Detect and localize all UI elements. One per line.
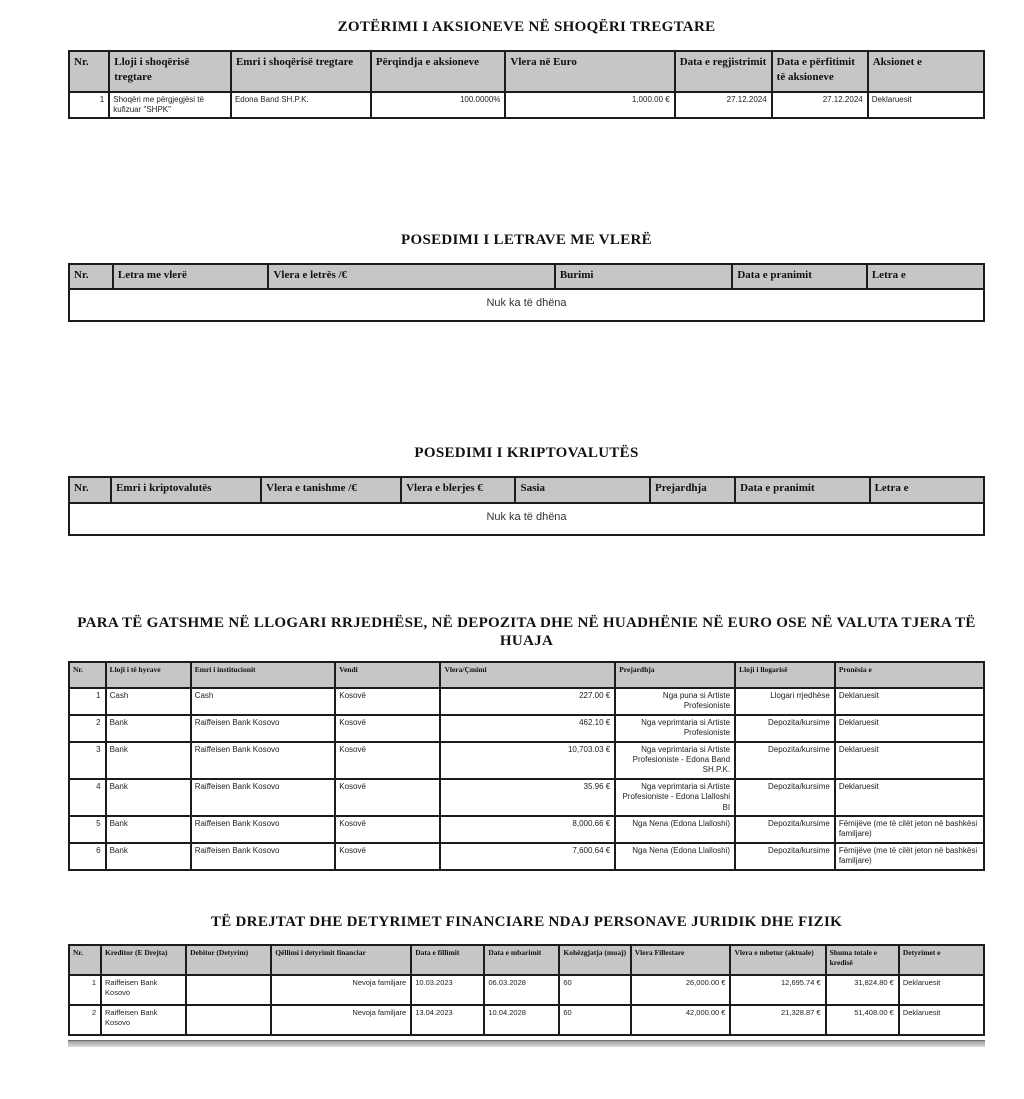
column-header: Nr. [69, 51, 109, 92]
table-cell: 26,000.00 € [631, 975, 731, 1005]
table-cell: Raiffeisen Bank Kosovo [101, 1005, 186, 1035]
table-cell: Shoqëri me përgjegjësi të kufizuar "SHPK" [109, 92, 231, 119]
table-cell [186, 975, 271, 1005]
table-cell: Deklaruesit [899, 1005, 984, 1035]
table-cell: Nga veprimtaria si Artiste Profesioniste - Edona Band SH.P.K. [615, 742, 735, 779]
table-cell: 06.03.2028 [484, 975, 559, 1005]
table-cell: Llogari rrjedhëse [735, 688, 835, 715]
column-header: Nr. [69, 264, 113, 289]
section-title-share-ownership: ZOTËRIMI I AKSIONEVE NË SHOQËRI TREGTARE [337, 19, 716, 35]
column-header: Detyrimet e [899, 945, 984, 975]
table-cell: Nga veprimtaria si Artiste Profesioniste - Edona Llalloshi BI [615, 779, 735, 816]
section-title-securities: POSEDIMI I LETRAVE ME VLERË [401, 232, 652, 249]
column-header: Data e regjistrimit [675, 51, 772, 92]
table-row [69, 688, 984, 715]
table-cell: 462.10 € [440, 715, 615, 742]
table-cell: 2 [69, 1005, 101, 1035]
column-header: Emri i institucionit [191, 662, 336, 688]
table-row [69, 715, 984, 742]
table-cell: Depozita/kursime [735, 843, 835, 870]
table-cell: Kosovë [335, 715, 440, 742]
table-cell: 31,824.80 € [826, 975, 899, 1005]
column-header: Letra e [867, 264, 984, 289]
column-header: Burimi [555, 264, 733, 289]
table-cell: Nga puna si Artiste Profesioniste [615, 688, 735, 715]
share-ownership-table [68, 50, 985, 120]
column-header: Nr. [69, 945, 101, 975]
section-title-financial-obligations: TË DREJTAT DHE DETYRIMET FINANCIARE NDAJ PERSONAVE JURIDIK DHE FIZIK [210, 913, 843, 930]
column-header: Qëllimi i detyrimit financiar [271, 945, 411, 975]
section-financial-obligations [68, 913, 985, 1037]
table-cell: 10.04.2028 [484, 1005, 559, 1035]
table-cell: Deklaruesit [835, 779, 984, 816]
table-cell: Bank [106, 816, 191, 843]
table-cell: Raiffeisen Bank Kosovo [191, 843, 336, 870]
table-cell: Raiffeisen Bank Kosovo [191, 742, 336, 779]
table-cell: Raiffeisen Bank Kosovo [101, 975, 186, 1005]
table-cell: Depozita/kursime [735, 742, 835, 779]
column-header: Data e fillimit [411, 945, 484, 975]
table-row [69, 843, 984, 870]
table-cell: Fëmijëve (me të cilët jeton në bashkësi familjare) [835, 843, 984, 870]
section-share-ownership [68, 18, 985, 119]
table-cell: 1 [69, 92, 109, 119]
column-header: Lloji i llogarisë [735, 662, 835, 688]
table-cell: 1 [69, 688, 106, 715]
table-cell: 4 [69, 779, 106, 816]
table-cell: Raiffeisen Bank Kosovo [191, 715, 336, 742]
table-cell: 60 [559, 975, 630, 1005]
table-cell: Kosovë [335, 816, 440, 843]
table-cell: 10.03.2023 [411, 975, 484, 1005]
table-cell: Depozita/kursime [735, 779, 835, 816]
table-cell: 60 [559, 1005, 630, 1035]
table-cell: Deklaruesit [835, 715, 984, 742]
column-header: Letra e [870, 477, 984, 502]
column-header: Vendi [335, 662, 440, 688]
empty-row [69, 503, 984, 535]
table-row [69, 816, 984, 843]
column-header: Aksionet e [868, 51, 984, 92]
table-cell: 13.04.2023 [411, 1005, 484, 1035]
crypto-table [68, 476, 985, 535]
column-header: Prejardhja [615, 662, 735, 688]
table-cell: 1,000.00 € [505, 92, 674, 119]
table-cell: 7,600.64 € [440, 843, 615, 870]
empty-placeholder: Nuk ka të dhëna [69, 503, 984, 535]
table-cell: Cash [191, 688, 336, 715]
empty-row [69, 289, 984, 321]
column-header: Vlera/Çmimi [440, 662, 615, 688]
table-cell: 27.12.2024 [675, 92, 772, 119]
table-cell: 5 [69, 816, 106, 843]
column-header: Debitor (Detyrim) [186, 945, 271, 975]
table-row [69, 1005, 984, 1035]
table-cell: Raiffeisen Bank Kosovo [191, 816, 336, 843]
table-cell: 3 [69, 742, 106, 779]
table-cell: 12,695.74 € [730, 975, 825, 1005]
table-cell: Depozita/kursime [735, 816, 835, 843]
table-cell: Raiffeisen Bank Kosovo [191, 779, 336, 816]
table-cell: Fëmijëve (me të cilët jeton në bashkësi familjare) [835, 816, 984, 843]
column-header: Vlera e tanishme /€ [261, 477, 401, 502]
table-row [69, 975, 984, 1005]
table-cell: 8,000.66 € [440, 816, 615, 843]
column-header: Përqindja e aksioneve [371, 51, 506, 92]
securities-table [68, 263, 985, 322]
table-cell: Deklaruesit [899, 975, 984, 1005]
header-row [69, 264, 984, 289]
table-cell: Cash [106, 688, 191, 715]
table-cell: Nga Nena (Edona Llalloshi) [615, 816, 735, 843]
table-cell: 6 [69, 843, 106, 870]
table-cell: 21,328.87 € [730, 1005, 825, 1035]
column-header: Nr. [69, 477, 111, 502]
column-header: Vlera e letrës /€ [268, 264, 554, 289]
header-row [69, 662, 984, 688]
column-header: Emri i shoqërisë tregtare [231, 51, 371, 92]
table-cell: Kosovë [335, 742, 440, 779]
section-title-crypto: POSEDIMI I KRIPTOVALUTËS [414, 445, 639, 462]
table-cell [186, 1005, 271, 1035]
column-header: Data e mbarimit [484, 945, 559, 975]
table-row [69, 779, 984, 816]
declaration-document [68, 0, 985, 1047]
column-header: Lloji i shoqërisë tregtare [109, 51, 231, 92]
table-cell: Nevoja familjare [271, 1005, 411, 1035]
table-cell: Depozita/kursime [735, 715, 835, 742]
section-securities [68, 231, 985, 322]
section-cash-accounts [68, 614, 985, 871]
financial-obligations-table [68, 944, 985, 1036]
table-cell: Deklaruesit [868, 92, 984, 119]
table-row [69, 742, 984, 779]
next-table-cutoff-edge [68, 1040, 985, 1047]
column-header: Pronësia e [835, 662, 984, 688]
table-cell: Bank [106, 742, 191, 779]
table-cell: Nga Nena (Edona Llalloshi) [615, 843, 735, 870]
table-cell: Nga veprimtaria si Artiste Profesioniste [615, 715, 735, 742]
column-header: Data e pranimit [735, 477, 870, 502]
table-cell: Bank [106, 779, 191, 816]
column-header: Data e përfitimit të aksioneve [772, 51, 868, 92]
column-header: Letra me vlerë [113, 264, 269, 289]
header-row [69, 477, 984, 502]
column-header: Kreditor (E Drejta) [101, 945, 186, 975]
table-cell: 2 [69, 715, 106, 742]
section-crypto [68, 444, 985, 535]
column-header: Shuma totale e kredisë [826, 945, 899, 975]
column-header: Emri i kriptovalutës [111, 477, 261, 502]
table-cell: 10,703.03 € [440, 742, 615, 779]
table-row [69, 92, 984, 119]
cash-accounts-table [68, 661, 985, 870]
header-row [69, 51, 984, 92]
table-cell: Kosovë [335, 688, 440, 715]
column-header: Prejardhja [650, 477, 735, 502]
column-header: Vlera në Euro [505, 51, 674, 92]
table-cell: Kosovë [335, 843, 440, 870]
table-cell: Nevoja familjare [271, 975, 411, 1005]
table-cell: 27.12.2024 [772, 92, 868, 119]
column-header: Vlera e mbetur (aktuale) [730, 945, 825, 975]
table-cell: 1 [69, 975, 101, 1005]
section-title-cash-accounts: PARA TË GATSHME NË LLOGARI RRJEDHËSE, NË DEPOZITA DHE NË HUADHËNIE NË EURO OSE NË VALUTA TJERA TË HUAJA [77, 614, 976, 650]
column-header: Vlera e blerjes € [401, 477, 515, 502]
column-header: Kohëzgjatja (muaj) [559, 945, 630, 975]
empty-placeholder: Nuk ka të dhëna [69, 289, 984, 321]
table-cell: Deklaruesit [835, 742, 984, 779]
column-header: Vlera Fillestare [631, 945, 731, 975]
table-cell: Kosovë [335, 779, 440, 816]
header-row [69, 945, 984, 975]
column-header: Sasia [515, 477, 650, 502]
table-cell: 35.96 € [440, 779, 615, 816]
table-cell: 51,408.00 € [826, 1005, 899, 1035]
column-header: Lloji i të hyrave [106, 662, 191, 688]
table-cell: 227.00 € [440, 688, 615, 715]
table-cell: 42,000.00 € [631, 1005, 731, 1035]
column-header: Nr. [69, 662, 106, 688]
table-cell: Bank [106, 715, 191, 742]
table-cell: Deklaruesit [835, 688, 984, 715]
column-header: Data e pranimit [732, 264, 867, 289]
table-cell: 100.0000% [371, 92, 506, 119]
table-cell: Bank [106, 843, 191, 870]
table-cell: Edona Band SH.P.K. [231, 92, 371, 119]
